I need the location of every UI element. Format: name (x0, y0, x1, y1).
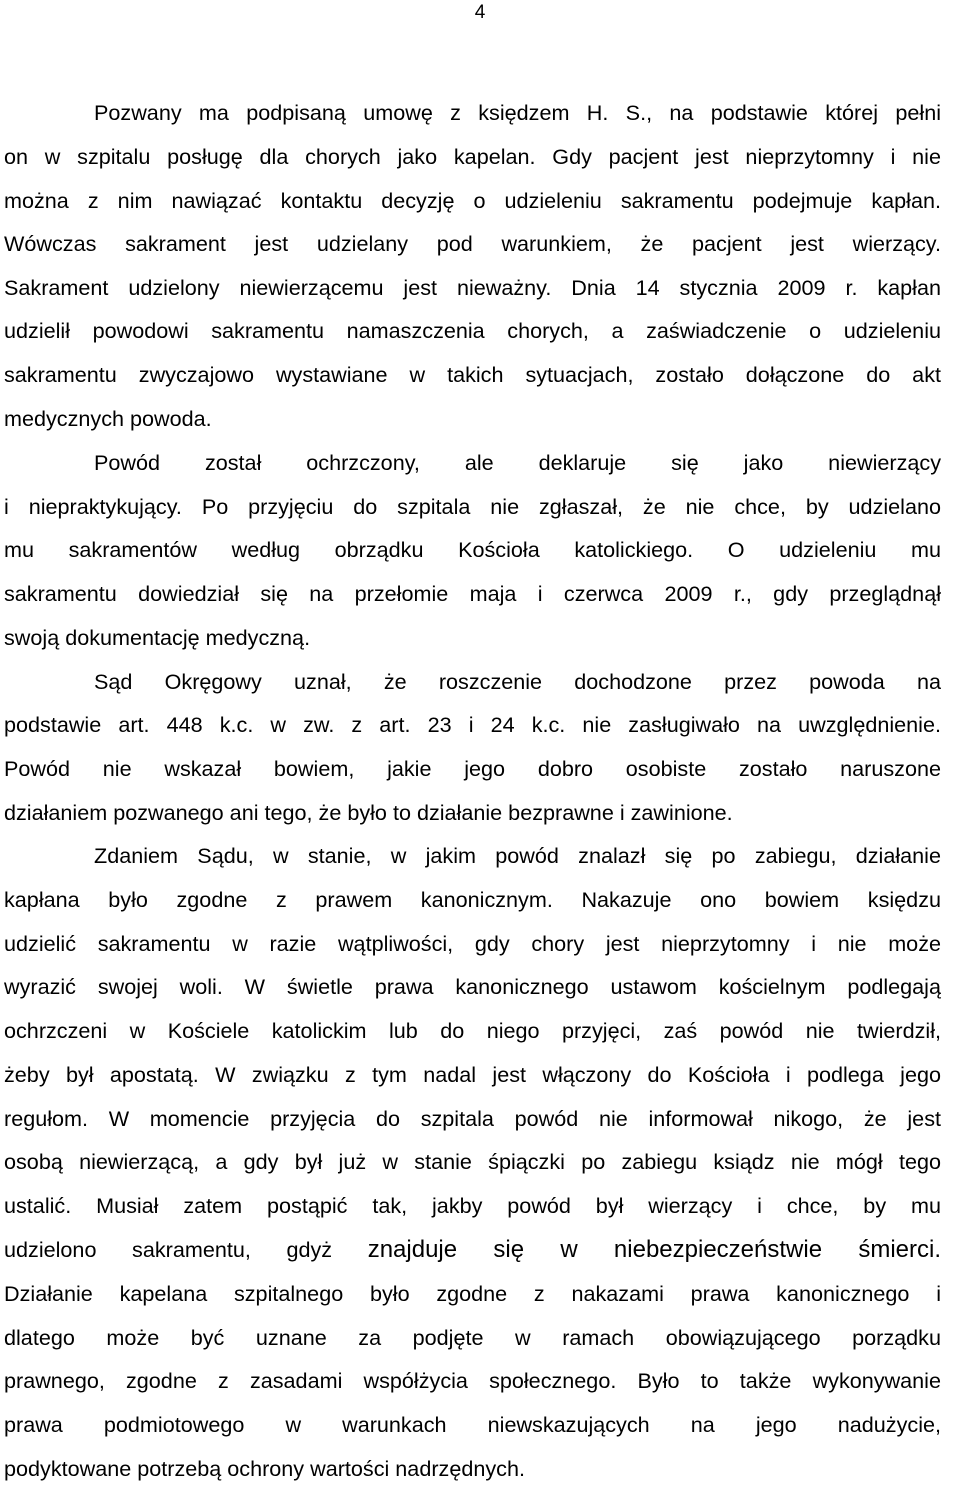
text-line: Wówczas sakrament jest udzielany pod warunkiem, że pacjent jest wierzący. (4, 231, 941, 256)
text-line: sakramentu zwyczajowo wystawiane w takich sytuacjach, zostało dołączone do akt (4, 362, 941, 387)
text-line: mu sakramentów według obrządku Kościoła katolickiego. O udzieleniu mu (4, 537, 941, 562)
text-line: on w szpitalu posługę dla chorych jako kapelan. Gdy pacjent jest nieprzytomny i nie (4, 144, 941, 169)
text-line: sakramentu dowiedział się na przełomie maja i czerwca 2009 r., gdy przeglądnął (4, 581, 941, 606)
text-line: prawa podmiotowego w warunkach niewskazujących na jego nadużycie, (4, 1412, 941, 1437)
text-line: można z nim nawiązać kontaktu decyzję o udzieleniu sakramentu podejmuje kapłan. (4, 188, 941, 213)
text-line-part-large: znajduje się w niebezpieczeństwie śmierci. (367, 1236, 941, 1263)
text-line: swoją dokumentację medyczną. (4, 625, 311, 650)
text-line: ustalić. Musiał zatem postąpić tak, jakby powód był wierzący i chce, by mu (4, 1193, 941, 1218)
text-line: prawnego, zgodne z zasadami współżycia społecznego. Było to także wykonywanie (4, 1368, 941, 1393)
text-line: Powód został ochrzczony, ale deklaruje się jako niewierzący (94, 450, 941, 475)
text-line: podstawie art. 448 k.c. w zw. z art. 23 i 24 k.c. nie zasługiwało na uwzględnienie. (4, 712, 941, 737)
text-line: Sąd Okręgowy uznał, że roszczenie dochodzone przez powoda na (94, 669, 941, 694)
text-line: żeby był apostatą. W związku z tym nadal jest włączony do Kościoła i podlega jego (4, 1062, 941, 1087)
text-line: kapłana było zgodne z prawem kanonicznym. Nakazuje ono bowiem księdzu (4, 887, 941, 912)
text-line: dlatego może być uznane za podjęte w ramach obowiązującego porządku (4, 1325, 941, 1350)
text-line: medycznych powoda. (4, 406, 212, 431)
text-line: Powód nie wskazał bowiem, jakie jego dobro osobiste zostało naruszone (4, 756, 941, 781)
text-line: Sakrament udzielony niewierzącemu jest nieważny. Dnia 14 stycznia 2009 r. kapłan (4, 275, 941, 300)
text-line: działaniem pozwanego ani tego, że było to działanie bezprawne i zawinione. (4, 800, 733, 825)
page-number: 4 (474, 2, 486, 23)
text-line: podyktowane potrzebą ochrony wartości nadrzędnych. (4, 1456, 525, 1481)
text-line: udzielił powodowi sakramentu namaszczenia chorych, a zaświadczenie o udzieleniu (4, 318, 941, 343)
text-line: regułom. W momencie przyjęcia do szpitala powód nie informował nikogo, że jest (4, 1106, 941, 1131)
text-line: Działanie kapelana szpitalnego było zgodne z nakazami prawa kanonicznego i (4, 1281, 941, 1306)
text-line: Pozwany ma podpisaną umowę z księdzem H. S., na podstawie której pełni (94, 100, 941, 125)
text-line: wyrazić swojej woli. W świetle prawa kanonicznego ustawom kościelnym podlegają (4, 974, 941, 999)
text-line-mixed (4, 1236, 941, 1264)
text-line: osobą niewierzącą, a gdy był już w stanie śpiączki po zabiegu ksiądz nie mógł tego (4, 1149, 941, 1174)
text-line: i niepraktykujący. Po przyjęciu do szpitala nie zgłaszał, że nie chce, by udzielano (4, 494, 941, 519)
text-line: ochrzczeni w Kościele katolickim lub do niego przyjęci, zaś powód nie twierdził, (4, 1018, 941, 1043)
text-line: Zdaniem Sądu, w stanie, w jakim powód znalazł się po zabiegu, działanie (94, 843, 941, 868)
text-line: udzielić sakramentu w razie wątpliwości, gdy chory jest nieprzytomny i nie może (4, 931, 941, 956)
text-line-part: udzielono sakramentu, gdyż (4, 1237, 333, 1262)
